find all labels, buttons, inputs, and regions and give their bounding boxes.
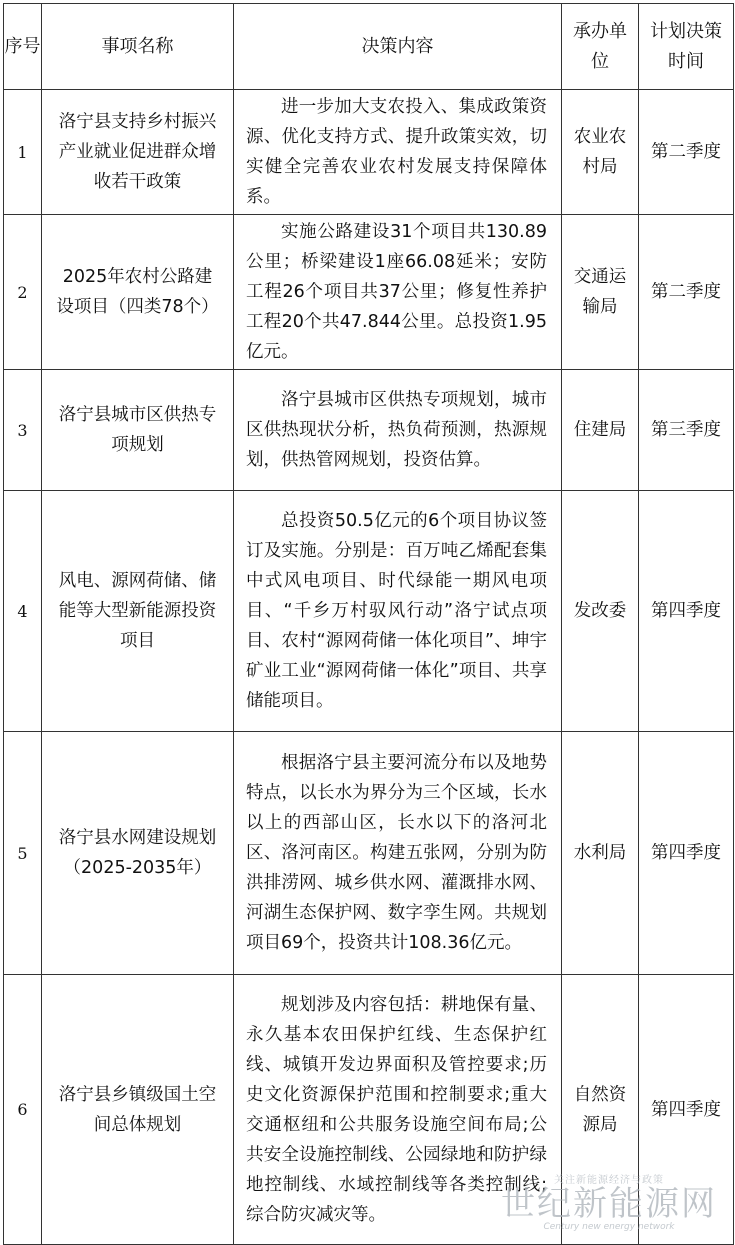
row-seq: 5	[4, 732, 42, 975]
table-row	[4, 732, 734, 975]
table-row	[4, 370, 734, 491]
row-content	[234, 732, 562, 975]
row-time: 第四季度	[639, 491, 734, 732]
row-seq: 1	[4, 90, 42, 215]
row-content	[234, 975, 562, 1245]
row-content-text: 规划涉及内容包括：耕地保有量、永久基本农田保护红线、生态保护红线、城镇开发边界面积及管控要求;历史文化资源保护范围和控制要求;重大交通枢纽和公共服务设施空间布局;公共安全设施控制线、公园绿地和防护绿地控制线、水域控制线等各类控制线;综合防灾减灾等。	[246, 994, 547, 1225]
header-name: 事项名称	[42, 4, 234, 90]
row-unit: 农业农村局	[562, 90, 639, 215]
watermark-subtitle: Century new energy network	[543, 1222, 675, 1232]
row-content-text: 实施公路建设31个项目共130.89公里；桥梁建设1座66.08延米；安防工程26个项目共37公里；修复性养护工程20个共47.844公里。总投资1.95亿元。	[246, 222, 547, 362]
row-time: 第三季度	[639, 370, 734, 491]
row-content	[234, 215, 562, 370]
row-unit: 发改委	[562, 491, 639, 732]
row-time: 第四季度	[639, 975, 734, 1245]
row-seq: 3	[4, 370, 42, 491]
table-row	[4, 215, 734, 370]
row-content	[234, 370, 562, 491]
header-content: 决策内容	[234, 4, 562, 90]
row-seq: 4	[4, 491, 42, 732]
watermark-tagline: 关注新能源经济与政策	[554, 1175, 664, 1186]
row-name: 洛宁县乡镇级国土空间总体规划	[42, 975, 234, 1245]
row-name: 风电、源网荷储、储能等大型新能源投资项目	[42, 491, 234, 732]
row-name: 洛宁县城市区供热专项规划	[42, 370, 234, 491]
row-name: 2025年农村公路建设项目（四类78个）	[42, 215, 234, 370]
row-unit: 交通运输局	[562, 215, 639, 370]
header-seq: 序号	[4, 4, 42, 90]
row-content	[234, 90, 562, 215]
row-content	[234, 491, 562, 732]
header-unit: 承办单位	[562, 4, 639, 90]
row-seq: 6	[4, 975, 42, 1245]
row-name: 洛宁县水网建设规划（2025-2035年）	[42, 732, 234, 975]
table-header-row	[4, 4, 734, 90]
row-content-text: 根据洛宁县主要河流分布以及地势特点，以长水为界分为三个区域，长水以上的西部山区，长水以下的洛河北区、洛河南区。构建五张网，分别为防洪排涝网、城乡供水网、灌溉排水网、河湖生态保护网、数字孪生网。共规划项目69个，投资共计108.36亿元。	[246, 753, 547, 953]
table-row	[4, 491, 734, 732]
row-content-text: 洛宁县城市区供热专项规划，城市区供热现状分析，热负荷预测，热源规划，供热管网规划，投资估算。	[246, 390, 547, 470]
row-time: 第四季度	[639, 732, 734, 975]
row-unit: 住建局	[562, 370, 639, 491]
row-time: 第二季度	[639, 90, 734, 215]
row-unit: 水利局	[562, 732, 639, 975]
header-time: 计划决策时间	[639, 4, 734, 90]
row-time: 第二季度	[639, 215, 734, 370]
row-unit: 自然资源局	[562, 975, 639, 1245]
row-name: 洛宁县支持乡村振兴产业就业促进群众增收若干政策	[42, 90, 234, 215]
table-row	[4, 975, 734, 1245]
watermark-logo-text: 世纪新能源网	[501, 1184, 717, 1224]
table-row	[4, 90, 734, 215]
row-content-text: 总投资50.5亿元的6个项目协议签订及实施。分别是：百万吨乙烯配套集中式风电项目、时代绿能一期风电项目、“千乡万村驭风行动”洛宁试点项目、农村“源网荷储一体化项目”、坤宇矿业工业“源网荷储一体化”项目、共享储能项目。	[246, 511, 547, 711]
row-seq: 2	[4, 215, 42, 370]
row-content-text: 进一步加大支农投入、集成政策资源、优化支持方式、提升政策实效，切实健全完善农业农村发展支持保障体系。	[246, 97, 547, 207]
decision-table	[3, 3, 734, 1245]
